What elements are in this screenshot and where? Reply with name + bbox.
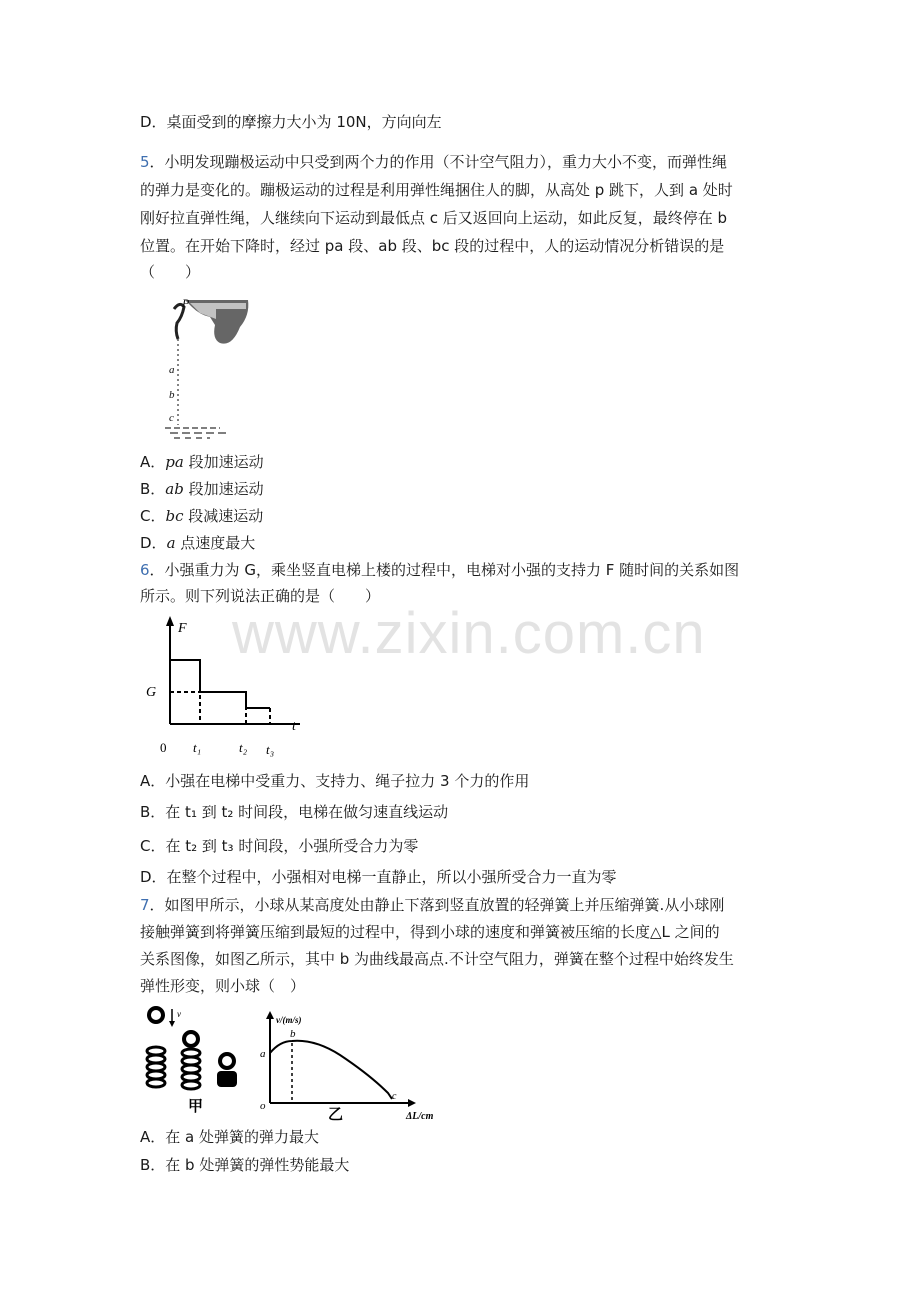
q5-stem-line-4: 位置。在开始下降时，经过 pa 段、ab 段、bc 段的过程中，人的运动情况分析错误的是 xyxy=(140,237,725,255)
y-axis-arrow xyxy=(166,616,174,626)
q6-option-b[interactable]: B．在 t₁ 到 t₂ 时间段，电梯在做匀速直线运动 xyxy=(140,803,449,821)
water-lines xyxy=(165,428,228,438)
ball-falling xyxy=(149,1008,163,1022)
label-g: G xyxy=(146,685,157,700)
label-t3: t₃ xyxy=(266,742,275,757)
force-step-line xyxy=(170,660,270,708)
q5-stem-line-5: （ ） xyxy=(140,263,201,281)
spring-1 xyxy=(147,1047,165,1087)
q5-stem-line-2: 的弹力是变化的。蹦极运动的过程是利用弹性绳捆住人的脚，从高处 p 跳下，人到 a 处时 xyxy=(140,181,733,199)
q5-stem-line-3: 刚好拉直弹性绳，人继续向下运动到最低点 c 后又返回向上运动，如此反复，最终停在 b xyxy=(140,209,728,227)
q7-option-b[interactable]: B．在 b 处弹簧的弹性势能最大 xyxy=(140,1156,350,1174)
label-b: b xyxy=(290,1028,296,1040)
bungee-figure xyxy=(160,295,260,440)
spring-2 xyxy=(182,1049,200,1089)
label-b: b xyxy=(169,389,175,401)
q6-option-d[interactable]: D．在整个过程中，小强相对电梯一直静止，所以小强所受合力一直为零 xyxy=(140,868,617,886)
q7-stem-line-2: 接触弹簧到将弹簧压缩到最短的过程中，得到小球的速度和弹簧被压缩的长度△L 之间的 xyxy=(140,923,720,941)
ball-on-spring xyxy=(184,1032,198,1046)
label-v: v xyxy=(177,1009,181,1019)
label-t2: t₂ xyxy=(239,740,248,755)
q7-stem-line-3: 关系图像，如图乙所示，其中 b 为曲线最高点.不计空气阻力，弹簧在整个过程中始终发生 xyxy=(140,950,734,968)
q6-stem-line-1: 6．小强重力为 G，乘坐竖直电梯上楼的过程中，电梯对小强的支持力 F 随时间的关系如图 xyxy=(140,561,740,579)
q6-option-a[interactable]: A．小强在电梯中受重力、支持力、绳子拉力 3 个力的作用 xyxy=(140,772,530,790)
q7-stem-line-4: 弹性形变，则小球（ ） xyxy=(140,977,306,995)
q4-option-d: D．桌面受到的摩擦力大小为 10N，方向向左 xyxy=(140,113,442,131)
label-dl-axis: ΔL/cm xyxy=(406,1111,434,1122)
q5-option-a[interactable]: A．pa 段加速运动 xyxy=(140,453,264,471)
q5-option-c[interactable]: C．bc 段减速运动 xyxy=(140,507,264,525)
label-t1: t₁ xyxy=(193,740,202,755)
q5-option-b[interactable]: B．ab 段加速运动 xyxy=(140,480,264,498)
label-origin: 0 xyxy=(160,740,167,755)
ball-compressed xyxy=(220,1054,234,1068)
label-jia: 甲 xyxy=(188,1097,204,1115)
label-o: o xyxy=(260,1100,266,1112)
label-a: a xyxy=(260,1048,266,1060)
watermark: www.zixin.com.cn xyxy=(232,601,706,666)
label-t: t xyxy=(292,719,296,734)
label-c: c xyxy=(169,412,174,424)
q6-stem-line-2: 所示。则下列说法正确的是（ ） xyxy=(140,587,381,605)
q7-number: 7 xyxy=(140,896,150,914)
label-v-axis: v/(m/s) xyxy=(276,1015,302,1025)
spring-ball-figure xyxy=(140,1003,450,1123)
label-yi: 乙 xyxy=(328,1105,344,1123)
velocity-curve xyxy=(270,1041,392,1099)
force-time-graph xyxy=(140,612,310,762)
spring-3-compressed xyxy=(217,1071,237,1087)
label-p: P xyxy=(182,296,190,310)
q5-option-d[interactable]: D．a 点速度最大 xyxy=(140,534,256,552)
q6-option-c[interactable]: C．在 t₂ 到 t₃ 时间段，小强所受合力为零 xyxy=(140,837,419,855)
label-f: F xyxy=(178,621,187,636)
label-c: c xyxy=(392,1091,397,1102)
q6-number: 6 xyxy=(140,561,150,579)
q5-number: 5 xyxy=(140,153,150,171)
q5-stem-line-1: 5．小明发现蹦极运动中只受到两个力的作用（不计空气阻力），重力大小不变，而弹性绳 xyxy=(140,153,728,171)
label-a: a xyxy=(169,364,175,376)
q7-option-a[interactable]: A．在 a 处弹簧的弹力最大 xyxy=(140,1128,319,1146)
q7-stem-line-1: 7．如图甲所示，小球从某高度处由静止下落到竖直放置的轻弹簧上并压缩弹簧.从小球刚 xyxy=(140,896,725,914)
